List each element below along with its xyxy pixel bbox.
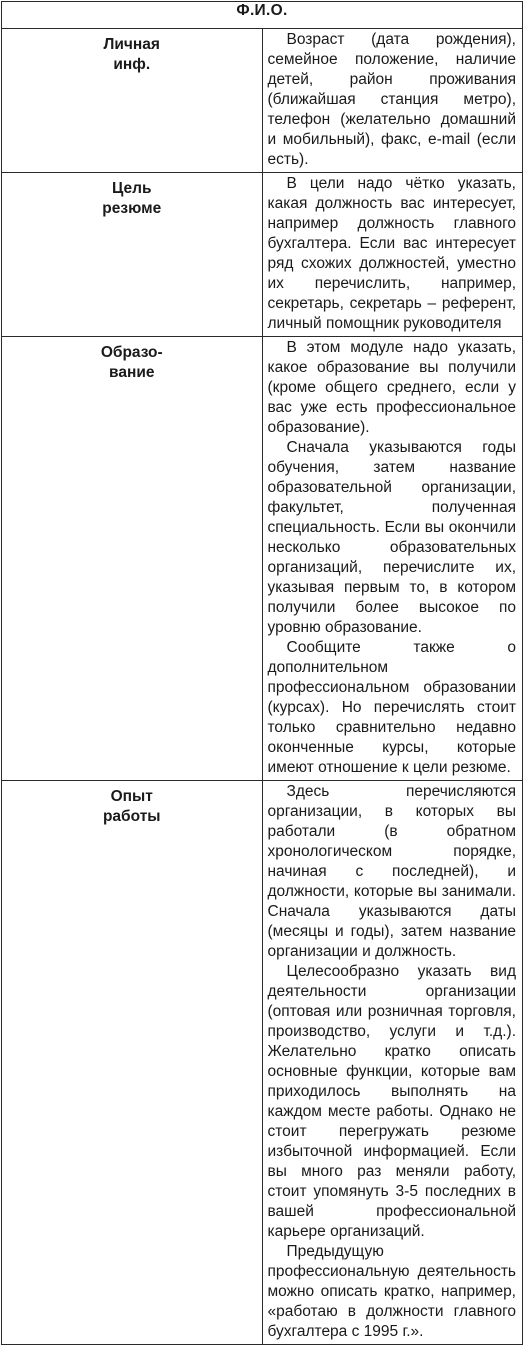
table-row-resume-goal [2, 173, 523, 337]
paragraph: В цели надо чётко указать, какая должность вас интересует, например должность главного бухгалтера. Если вас интересует ряд схожих должностей, уместно их перечислить, например, секретарь, секретарь – референт, личный помощник руководителя [267, 175, 516, 332]
row-content-education [262, 337, 523, 781]
row-label-line: Цель [111, 180, 152, 197]
header-row [2, 2, 523, 29]
paragraph: Здесь перечисляются организации, в которых вы работали (в обратном хронологическом порядке, начиная с последней), и должности, которые вы занимали. Сначала указываются даты (месяцы и годы), затем название организации и должность. [267, 783, 516, 960]
row-label-line: вание [109, 364, 155, 381]
paragraph: Возраст (дата рождения), семейное положение, наличие детей, район проживания (ближайшая станция метро), телефон (желательно домашний и мобильный), факс, e-mail (если есть). [267, 31, 516, 168]
paragraph: В этом модуле надо указать, какое образование вы получили (кроме общего среднего, если у вас уже есть профессиональное образование). [267, 339, 516, 436]
row-label-line: Опыт [110, 788, 153, 805]
resume-structure-table [1, 1, 523, 1345]
row-label-resume-goal [2, 173, 263, 337]
row-label-line: Личная [103, 36, 160, 53]
paragraph: Предыдущую профессиональную деятельность можно описать кратко, например, «работаю в должности главного бухгалтера с 1995 г.». [267, 1243, 516, 1340]
row-label-personal-info [2, 29, 263, 173]
row-label-line: инф. [113, 56, 151, 73]
row-content-personal-info [262, 29, 523, 173]
row-label-line: Образо- [100, 344, 163, 361]
row-content-resume-goal [262, 173, 523, 337]
paragraph: Сообщите также о дополнительном профессиональном образовании (курсах). Но перечислять стоит только сравнительно недавно оконченные курсы, которые имеют отношение к цели резюме. [267, 639, 516, 776]
paragraph: Целесообразно указать вид деятельности организации (оптовая или розничная торговля, производство, услуги и т.д.). Желательно кратко описать основные функции, которые вам приходилось выполнять на каждом месте работы. Однако не стоит перегружать резюме избыточной информацией. Если вы много раз меняли работу, стоит упомянуть 3-5 последних в вашей профессиональной карьере организаций. [267, 963, 516, 1240]
table-row-personal-info [2, 29, 523, 173]
row-label-work-experience [2, 781, 263, 1345]
row-label-education [2, 337, 263, 781]
row-label-line: резюме [102, 200, 162, 217]
row-label-line: работы [102, 808, 161, 825]
fio-header: Ф.И.О. [2, 2, 523, 29]
table-row-work-experience [2, 781, 523, 1345]
paragraph: Сначала указываются годы обучения, затем название образовательной организации, факультет, полученная специальность. Если вы окончили несколько образовательных организаций, перечислите их, указывая первым то, в котором получили более высокое по уровню образование. [267, 439, 516, 636]
row-content-work-experience [262, 781, 523, 1345]
table-row-education [2, 337, 523, 781]
